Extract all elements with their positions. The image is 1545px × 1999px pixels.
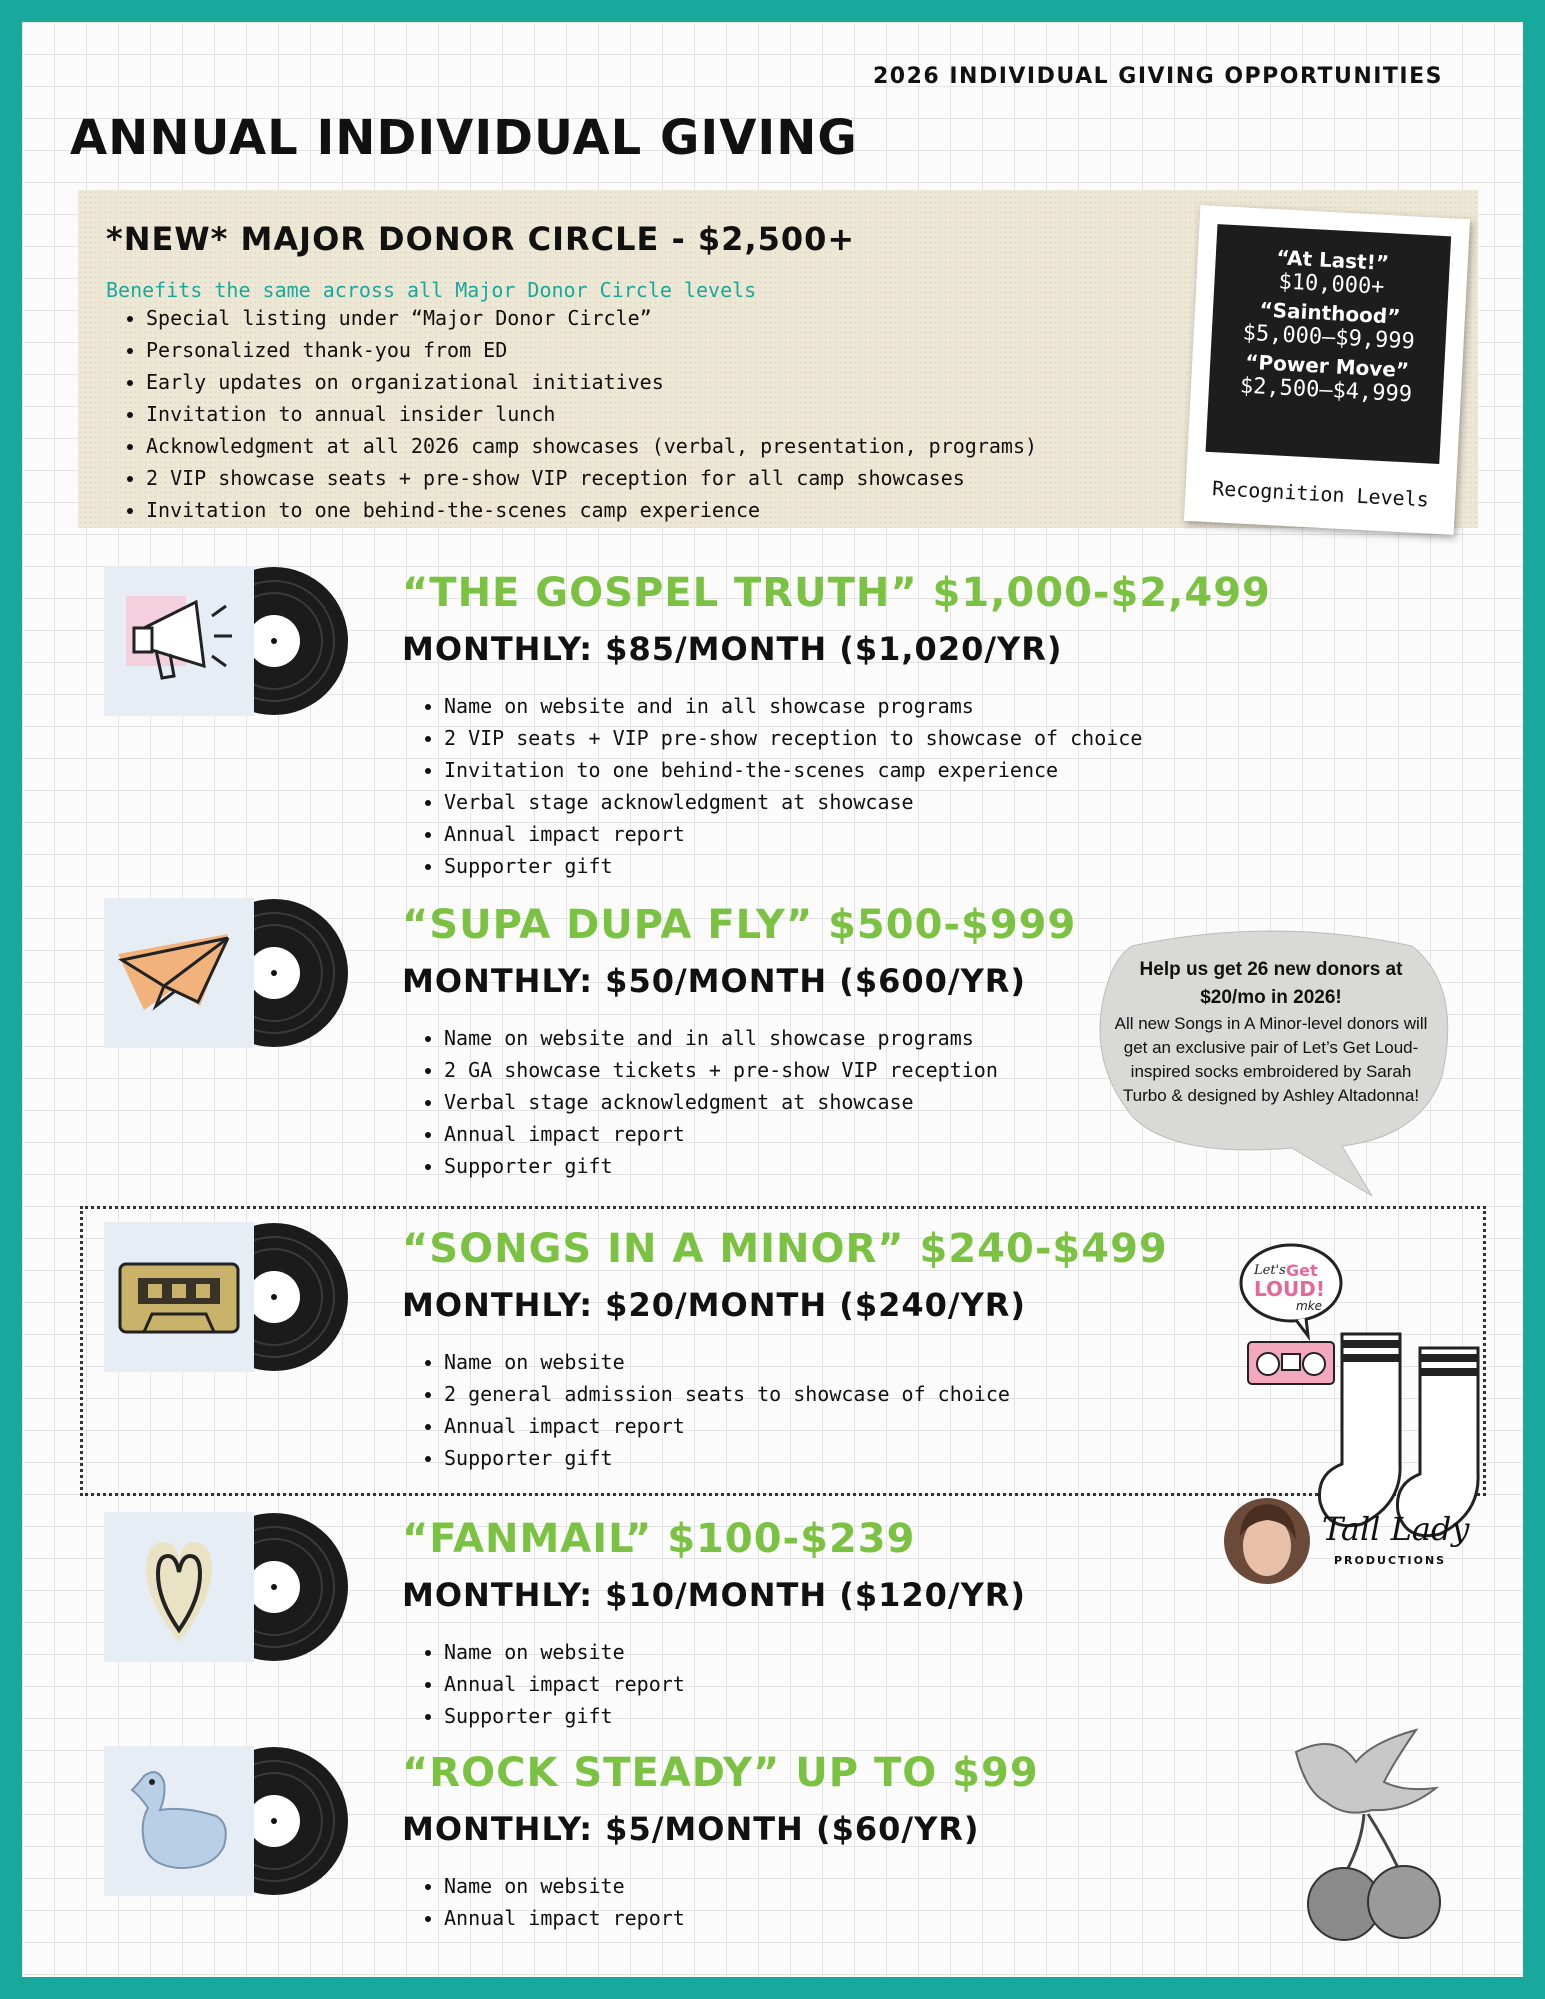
tier-benefits bbox=[410, 690, 1142, 882]
vinyl-record-icon bbox=[254, 1746, 404, 1896]
callout-body: All new Songs in A Minor-level donors will get an exclusive pair of Let’s Get Loud-inspired socks embroidered by Sarah Turbo & designed by Ashley Altadonna! bbox=[1114, 1014, 1428, 1105]
tier-monthly: MONTHLY: $20/MONTH ($240/YR) bbox=[402, 1286, 1027, 1324]
major-donor-benefits bbox=[112, 302, 1037, 526]
list-item: • Name on website bbox=[444, 1870, 685, 1902]
callout-headline: Help us get 26 new donors at $20/mo in 2026! bbox=[1139, 959, 1403, 1008]
page-kicker: 2026 INDIVIDUAL GIVING OPPORTUNITIES bbox=[872, 64, 1443, 89]
sticker-text: LOUD! bbox=[1254, 1277, 1325, 1301]
tier-benefits bbox=[410, 1022, 998, 1182]
sponsor-logo bbox=[1222, 1496, 1502, 1596]
list-item: • 2 VIP seats + VIP pre-show reception to showcase of choice bbox=[444, 722, 1142, 754]
sticker-text: mke bbox=[1296, 1299, 1323, 1313]
level-name: “At Last!” bbox=[1275, 245, 1390, 276]
duck-icon bbox=[104, 1746, 254, 1896]
sponsor-subtitle: PRODUCTIONS bbox=[1334, 1554, 1447, 1567]
list-item: • Annual impact report bbox=[444, 818, 1142, 850]
list-item: • Acknowledgment at all 2026 camp showcases (verbal, presentation, programs) bbox=[146, 430, 1037, 462]
cassette-icon bbox=[104, 1222, 254, 1372]
tier-monthly: MONTHLY: $50/MONTH ($600/YR) bbox=[402, 962, 1027, 1000]
tier-monthly: MONTHLY: $10/MONTH ($120/YR) bbox=[402, 1576, 1027, 1614]
tier-name: “ROCK STEADY” UP TO $99 bbox=[402, 1750, 1039, 1796]
sticker-text: Let's bbox=[1254, 1263, 1286, 1278]
tier-monthly: MONTHLY: $85/MONTH ($1,020/YR) bbox=[402, 630, 1063, 668]
recognition-levels-panel bbox=[1206, 224, 1452, 464]
list-item: • 2 general admission seats to showcase of choice bbox=[444, 1378, 1010, 1410]
callout-text bbox=[1112, 956, 1430, 1108]
sponsor-name: Tall Lady bbox=[1322, 1510, 1470, 1548]
tier-name: “THE GOSPEL TRUTH” $1,000-$2,499 bbox=[402, 570, 1271, 616]
tier-monthly: MONTHLY: $5/MONTH ($60/YR) bbox=[402, 1810, 980, 1848]
level-range: $2,500–$4,999 bbox=[1239, 373, 1413, 408]
megaphone-icon bbox=[104, 566, 254, 716]
list-item: • Invitation to one behind-the-scenes camp experience bbox=[444, 754, 1142, 786]
tier-benefits bbox=[410, 1636, 685, 1732]
recognition-levels-card bbox=[1184, 205, 1470, 535]
vinyl-record-icon bbox=[254, 566, 404, 716]
list-item: • Supporter gift bbox=[444, 850, 1142, 882]
heart-icon bbox=[104, 1512, 254, 1662]
vinyl-record-icon bbox=[254, 1512, 404, 1662]
list-item: • Name on website and in all showcase programs bbox=[444, 1022, 998, 1054]
list-item: • Invitation to annual insider lunch bbox=[146, 398, 1037, 430]
list-item: • Verbal stage acknowledgment at showcase bbox=[444, 786, 1142, 818]
list-item: • 2 GA showcase tickets + pre-show VIP reception bbox=[444, 1054, 998, 1086]
list-item: • Annual impact report bbox=[444, 1118, 998, 1150]
list-item: • Supporter gift bbox=[444, 1150, 998, 1182]
list-item: • Annual impact report bbox=[444, 1668, 685, 1700]
list-item: • Supporter gift bbox=[444, 1442, 1010, 1474]
list-item: • Annual impact report bbox=[444, 1902, 685, 1934]
page bbox=[22, 22, 1523, 1977]
tier-name: “FANMAIL” $100-$239 bbox=[402, 1516, 916, 1562]
list-item: • Name on website bbox=[444, 1346, 1010, 1378]
level-range: $5,000–$9,999 bbox=[1242, 320, 1416, 355]
list-item: • Invitation to one behind-the-scenes camp experience bbox=[146, 494, 1037, 526]
list-item: • Early updates on organizational initiatives bbox=[146, 366, 1037, 398]
tier-benefits bbox=[410, 1870, 685, 1934]
list-item: • Name on website bbox=[444, 1636, 685, 1668]
level-name: “Sainthood” bbox=[1258, 297, 1401, 329]
page-title: ANNUAL INDIVIDUAL GIVING bbox=[70, 110, 858, 166]
list-item: • Verbal stage acknowledgment at showcase bbox=[444, 1086, 998, 1118]
list-item: • Supporter gift bbox=[444, 1700, 685, 1732]
list-item: • Annual impact report bbox=[444, 1410, 1010, 1442]
list-item: • Name on website and in all showcase programs bbox=[444, 690, 1142, 722]
vinyl-record-icon bbox=[254, 1222, 404, 1372]
avatar bbox=[1222, 1496, 1312, 1586]
sticker-text: Get bbox=[1286, 1261, 1318, 1280]
list-item: • Personalized thank-you from ED bbox=[146, 334, 1037, 366]
major-donor-subtitle: Benefits the same across all Major Donor Circle levels bbox=[106, 278, 757, 302]
vinyl-record-icon bbox=[254, 898, 404, 1048]
paper-plane-icon bbox=[104, 898, 254, 1048]
recognition-caption: Recognition Levels bbox=[1211, 476, 1430, 512]
list-item: • Special listing under “Major Donor Circle” bbox=[146, 302, 1037, 334]
list-item: • 2 VIP showcase seats + pre-show VIP reception for all camp showcases bbox=[146, 462, 1037, 494]
bird-cherries-icon bbox=[1276, 1722, 1466, 1952]
tier-name: “SONGS IN A MINOR” $240-$499 bbox=[402, 1226, 1168, 1272]
tier-name: “SUPA DUPA FLY” $500-$999 bbox=[402, 902, 1077, 948]
level-range: $10,000+ bbox=[1277, 269, 1386, 300]
major-donor-title: *NEW* MAJOR DONOR CIRCLE - $2,500+ bbox=[106, 220, 856, 258]
tier-benefits bbox=[410, 1346, 1010, 1474]
level-name: “Power Move” bbox=[1244, 349, 1410, 383]
